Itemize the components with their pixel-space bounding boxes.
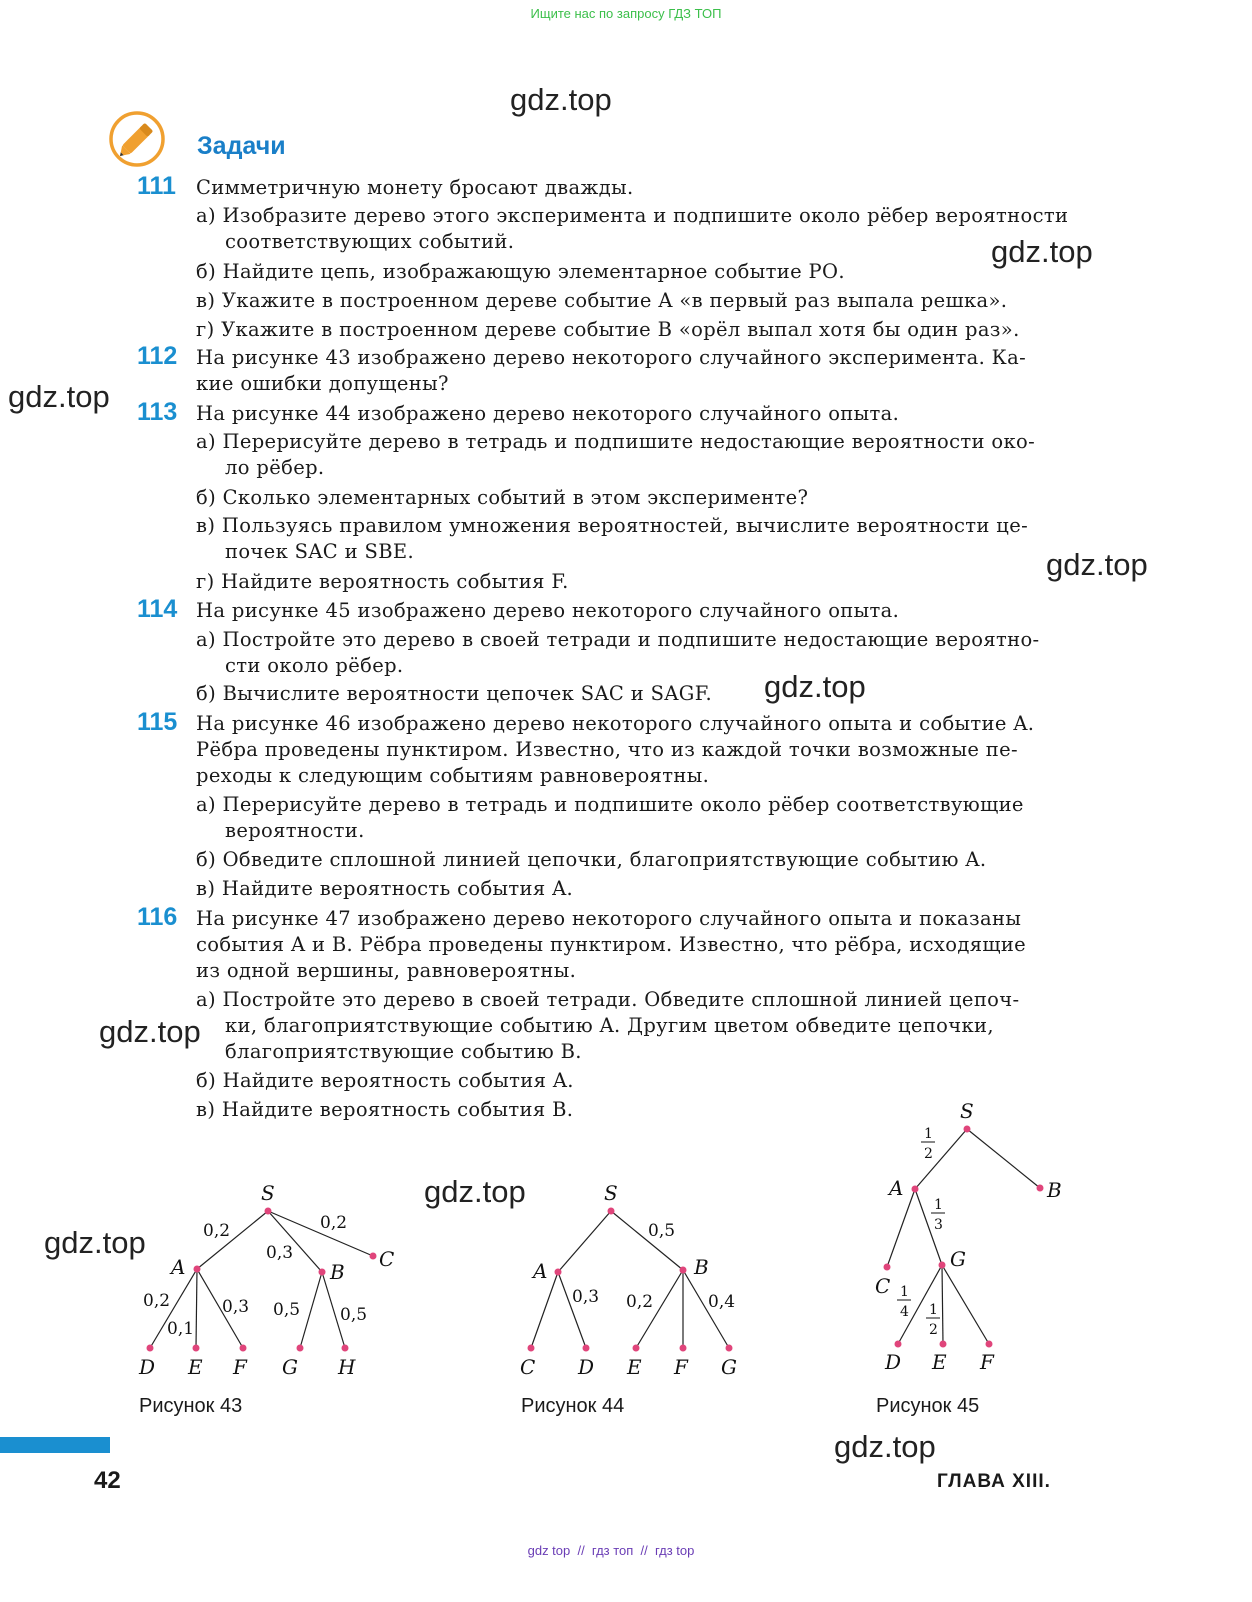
fraction-numerator: 1 — [929, 1302, 938, 1318]
fraction-numerator: 1 — [934, 1197, 943, 1213]
problem-text: г) Найдите вероятность события F. — [196, 570, 569, 593]
problem-text: почек SAC и SBE. — [225, 540, 415, 563]
node-label: A — [171, 1255, 186, 1279]
node-label: S — [604, 1181, 618, 1205]
problem-number: 113 — [137, 398, 178, 426]
watermark: gdz.top — [424, 1174, 526, 1209]
problem-number: 111 — [137, 172, 176, 200]
edge-label: 0,3 — [266, 1243, 294, 1263]
chapter-label: ГЛАВА XIII. — [937, 1471, 1051, 1492]
problem-text: события A и B. Рёбра проведены пунктиром. Известно, что рёбра, исходящие — [196, 933, 1027, 956]
problem-text: ки, благоприятствующие событию A. Другим цветом обведите цепочки, — [225, 1014, 994, 1037]
edge-label: 0,4 — [708, 1292, 736, 1312]
node-label: C — [520, 1355, 536, 1379]
fraction-denominator: 2 — [924, 1146, 933, 1162]
fraction-numerator: 1 — [924, 1126, 933, 1142]
problem-number: 115 — [137, 708, 178, 736]
edge-label: 0,2 — [203, 1221, 231, 1241]
node-label: E — [627, 1355, 642, 1379]
figure-45-tree — [875, 1099, 1062, 1374]
problem-text: реходы к следующим событиям равновероятны. — [196, 764, 710, 787]
figure-44-tree — [520, 1181, 737, 1379]
fraction-denominator: 2 — [929, 1322, 938, 1338]
problem-number: 116 — [137, 903, 178, 931]
watermark: gdz.top — [991, 234, 1093, 269]
node-label: F — [674, 1355, 688, 1379]
problem-text: в) Укажите в построенном дереве событие A «в первый раз выпала решка». — [196, 289, 1008, 312]
problem-text: На рисунке 43 изображено дерево некоторого случайного эксперимента. Ка- — [196, 346, 1027, 369]
problem-text: б) Вычислите вероятности цепочек SAC и SAGF. — [196, 682, 713, 705]
problem-text: На рисунке 47 изображено дерево некоторого случайного опыта и показаны — [196, 907, 1022, 930]
page-accent-bar — [0, 1437, 110, 1453]
node-label: C — [379, 1247, 395, 1271]
figure-caption: Рисунок 45 — [876, 1395, 980, 1417]
bottom-links[interactable]: gdz top // гдз топ // гдз top — [527, 1543, 695, 1558]
node-label: G — [950, 1247, 966, 1271]
problem-text: соответствующих событий. — [225, 230, 515, 253]
fraction-numerator: 1 — [900, 1284, 909, 1300]
problem-text: а) Перерисуйте дерево в тетрадь и подпишите около рёбер соответствующие — [196, 793, 1024, 816]
watermark: gdz.top — [8, 379, 110, 414]
node-label: E — [932, 1350, 947, 1374]
problem-text: Симметричную монету бросают дважды. — [196, 176, 634, 199]
problem-text: из одной вершины, равновероятны. — [196, 959, 577, 982]
problem-text: а) Изобразите дерево этого эксперимента и подпишите около рёбер вероятности — [196, 204, 1069, 227]
problem-text: в) Найдите вероятность события A. — [196, 877, 574, 900]
figure-caption: Рисунок 44 — [521, 1395, 625, 1417]
section-title: Задачи — [197, 132, 286, 160]
watermark: gdz.top — [510, 82, 612, 117]
node-label: B — [1047, 1178, 1062, 1202]
problem-text: На рисунке 45 изображено дерево некоторого случайного опыта. — [196, 599, 900, 622]
problem-text: а) Постройте это дерево в своей тетради. Обведите сплошной линией цепоч- — [196, 988, 1020, 1011]
top-banner[interactable]: Ищите нас по запросу ГДЗ ТОП — [530, 6, 722, 21]
node-label: G — [282, 1355, 298, 1379]
node-label: C — [875, 1274, 891, 1298]
edge-label: 0,2 — [143, 1291, 171, 1311]
problem-number: 112 — [137, 342, 178, 370]
edge-label: 0,2 — [320, 1213, 348, 1233]
node-label: B — [330, 1260, 345, 1284]
node-label: B — [694, 1255, 709, 1279]
watermark: gdz.top — [44, 1225, 146, 1260]
problem-text: вероятности. — [225, 819, 365, 842]
problem-text: На рисунке 44 изображено дерево некоторого случайного опыта. — [196, 402, 900, 425]
problem-text: кие ошибки допущены? — [196, 372, 449, 395]
watermark: gdz.top — [834, 1429, 936, 1464]
node-label: G — [721, 1355, 737, 1379]
fraction-denominator: 3 — [934, 1217, 943, 1233]
edge-label: 0,5 — [273, 1300, 301, 1320]
problem-text: а) Перерисуйте дерево в тетрадь и подпишите недостающие вероятности око- — [196, 430, 1036, 453]
problem-number: 114 — [137, 595, 178, 623]
node-label: A — [889, 1176, 904, 1200]
node-label: D — [578, 1355, 595, 1379]
fraction-denominator: 4 — [900, 1304, 909, 1320]
figure-caption: Рисунок 43 — [139, 1395, 243, 1417]
problem-text: а) Постройте это дерево в своей тетради и подпишите недостающие вероятно- — [196, 628, 1040, 651]
watermark: gdz.top — [99, 1014, 201, 1049]
node-label: D — [139, 1355, 156, 1379]
node-label: F — [233, 1355, 247, 1379]
page-number: 42 — [94, 1467, 121, 1494]
problem-text: в) Пользуясь правилом умножения вероятностей, вычислите вероятности це- — [196, 514, 1029, 537]
problem-text: На рисунке 46 изображено дерево некоторого случайного опыта и событие A. — [196, 712, 1035, 735]
node-label: S — [261, 1181, 275, 1205]
node-label: S — [960, 1099, 974, 1123]
problem-text: б) Обведите сплошной линией цепочки, благоприятствующие событию A. — [196, 848, 987, 871]
node-label: D — [885, 1350, 902, 1374]
problem-text: г) Укажите в построенном дереве событие B «орёл выпал хотя бы один раз». — [196, 318, 1020, 341]
watermark: gdz.top — [1046, 547, 1148, 582]
watermark: gdz.top — [764, 669, 866, 704]
edge-label: 0,1 — [167, 1319, 195, 1339]
node-label: E — [188, 1355, 203, 1379]
problem-text: благоприятствующие событию B. — [225, 1040, 582, 1063]
problem-text: в) Найдите вероятность события B. — [196, 1098, 574, 1121]
problem-text: ло рёбер. — [225, 456, 325, 479]
edge-label: 0,2 — [626, 1292, 654, 1312]
edge-label: 0,3 — [222, 1297, 250, 1317]
node-label: H — [338, 1355, 356, 1379]
edge-label: 0,5 — [648, 1221, 676, 1241]
problem-text: сти около рёбер. — [225, 654, 404, 677]
edge-label: 0,3 — [572, 1287, 600, 1307]
problem-text: б) Найдите цепь, изображающую элементарное событие РО. — [196, 260, 845, 283]
figure-43-tree — [138, 1181, 394, 1379]
edge-label: 0,5 — [340, 1305, 368, 1325]
node-label: A — [533, 1259, 548, 1283]
problem-text: б) Найдите вероятность события A. — [196, 1069, 574, 1092]
node-label: F — [980, 1350, 994, 1374]
problem-text: б) Сколько элементарных событий в этом эксперименте? — [196, 486, 809, 509]
problem-text: Рёбра проведены пунктиром. Известно, что из каждой точки возможные пе- — [196, 738, 1018, 761]
